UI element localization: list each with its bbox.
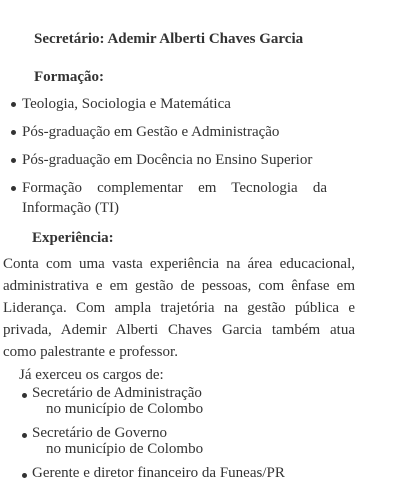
bullet-icon (11, 186, 16, 191)
page-title: Secretário: Ademir Alberti Chaves Garcia (34, 31, 304, 47)
list-item (11, 178, 327, 218)
cargo-title: Gerente e diretor financeiro da Funeas/PR (32, 465, 285, 481)
formacao-item-text: Pós-graduação em Gestão e Administração (22, 124, 280, 140)
list-item (11, 150, 327, 170)
cargo-title: Secretário de Administração (32, 385, 202, 401)
bullet-icon (22, 473, 27, 478)
cargos-list (22, 385, 322, 481)
cargos-intro: Já exerceu os cargos de: (19, 367, 164, 383)
bullet-icon (22, 433, 27, 438)
list-item (22, 425, 322, 457)
cargo-location: no município de Colombo (46, 401, 204, 417)
cargo-location: no município de Colombo (46, 441, 204, 457)
list-item (11, 122, 327, 142)
formacao-item-text: Pós-graduação em Docência no Ensino Superior (22, 152, 313, 168)
formacao-list (11, 94, 327, 226)
list-item (22, 385, 322, 417)
bullet-icon (11, 158, 16, 163)
list-item (22, 465, 322, 481)
bullet-icon (22, 393, 27, 398)
formacao-item-text: Formação complementar em Tecnologia da Informação (TI) (22, 180, 327, 216)
formacao-heading: Formação: (34, 69, 104, 85)
experiencia-heading: Experiência: (32, 230, 114, 246)
formacao-item-text: Teologia, Sociologia e Matemática (22, 96, 231, 112)
bullet-icon (11, 102, 16, 107)
bullet-icon (11, 130, 16, 135)
experiencia-paragraph: Conta com uma vasta experiência na área educacional, administrativa e em gestão de pessoas, com ênfase em Liderança. Com ampla trajetória na gestão pública e privada, Ademir Alberti Chaves Garcia também atua como palestrante e professor. (3, 256, 355, 360)
cargo-title: Secretário de Governo (32, 425, 167, 441)
list-item (11, 94, 327, 114)
